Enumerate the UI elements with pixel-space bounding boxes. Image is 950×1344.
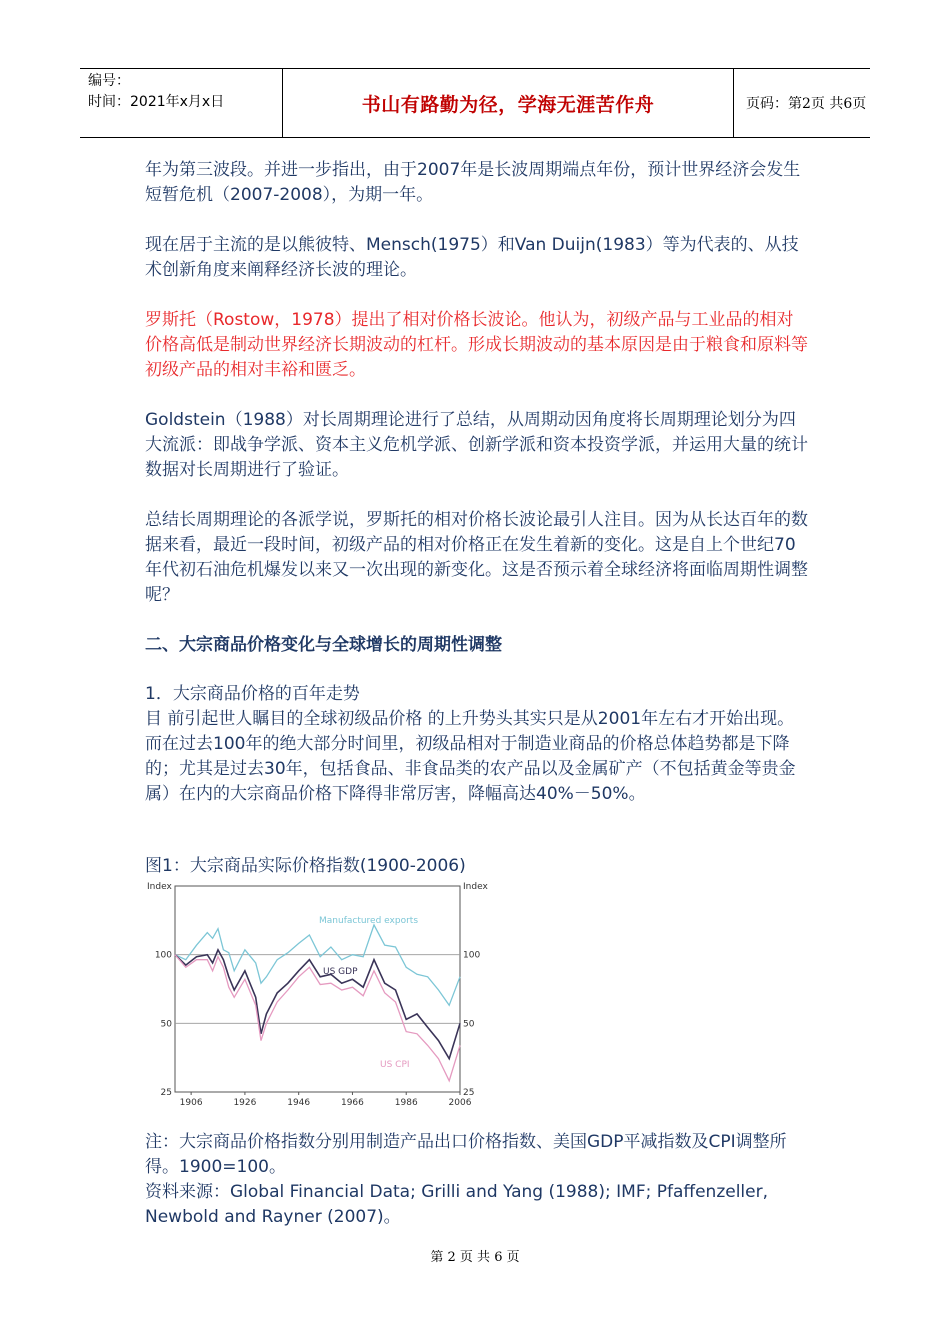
commodity-price-chart	[145, 878, 490, 1113]
header-page-code: 页码：第2页 共6页	[746, 96, 867, 112]
paragraph-2: 现在居于主流的是以熊彼特、Mensch(1975）和Van Duijn(1983）等为代表的、从技术创新角度来阐释经济长波的理论。	[145, 235, 799, 280]
number-label: 编号：	[88, 73, 130, 89]
paragraph-4: Goldstein（1988）对长周期理论进行了总结，从周期动因角度将长周期理论划分为四大流派：即战争学派、资本主义危机学派、创新学派和资本投资学派，并运用大量的统计数据对长周期进行了验证。	[145, 410, 808, 480]
paragraph-3-highlight: 罗斯托（Rostow，1978）提出了相对价格长波论。他认为，初级产品与工业品的相对价格高低是制动世界经济长期波动的杠杆。形成长期波动的基本原因是由于粮食和原料等初级产品的相对丰裕和匮乏。	[145, 310, 808, 380]
legend-us-cpi: US CPI	[380, 1060, 410, 1070]
paragraph-6: 目 前引起世人瞩目的全球初级品价格 的上升势头其实只是从2001年左右才开始出现。而在过去100年的绝大部分时间里，初级品相对于制造业商品的价格总体趋势都是下降的；尤其是过去30年，包括食品、非食品类的农产品以及金属矿产（不包括黄金等贵金属）在内的大宗商品价格下降得非常厉害，降幅高达40%－50%。	[145, 709, 796, 804]
figure-caption: 图1：大宗商品实际价格指数(1900-2006)	[145, 856, 466, 876]
x-tick-label: 1966	[340, 1098, 364, 1108]
y-tick-label-left: 25	[160, 1088, 172, 1098]
page-footer: 第 2 页 共 6 页	[430, 1250, 520, 1265]
x-tick-label: 2006	[448, 1098, 472, 1108]
x-tick-label: 1926	[233, 1098, 257, 1108]
header-info	[80, 69, 283, 137]
figure-source: 资料来源：Global Financial Data; Grilli and Yang (1988); IMF; Pfaffenzeller, Newbold and Rayner (2007)。	[145, 1182, 769, 1227]
time-label: 时间：2021年x月x日	[88, 94, 225, 110]
sub-heading: 1．大宗商品价格的百年走势	[145, 684, 360, 704]
y-tick-label-right: 25	[463, 1088, 475, 1098]
legend-us-gdp: US GDP	[323, 967, 358, 977]
y-tick-label-right: 50	[463, 1019, 475, 1030]
x-tick-label: 1986	[394, 1098, 418, 1108]
y-tick-label-right: 100	[463, 950, 481, 961]
y-tick-label-left: 100	[154, 950, 172, 961]
section-heading: 二、大宗商品价格变化与全球增长的周期性调整	[145, 635, 502, 655]
figure-note: 注：大宗商品价格指数分别用制造产品出口价格指数、美国GDP平减指数及CPI调整所得。1900=100。	[145, 1132, 787, 1177]
paragraph-5: 总结长周期理论的各派学说，罗斯托的相对价格长波论最引人注目。因为从长达百年的数据来看，最近一段时间，初级产品的相对价格正在发生着新的变化。这是自上个世纪70年代初石油危机爆发以来又一次出现的新变化。这是否预示着全球经济将面临周期性调整呢？	[145, 510, 808, 605]
legend-manufactured: Manufactured exports	[319, 916, 419, 926]
y-axis-label-left: Index	[147, 882, 172, 892]
paragraph-1: 年为第三波段。并进一步指出，由于2007年是长波周期端点年份，预计世界经济会发生短暂危机（2007-2008），为期一年。	[145, 160, 801, 205]
y-tick-label-left: 50	[160, 1019, 172, 1030]
x-tick-label: 1946	[287, 1098, 311, 1108]
y-axis-label-right: Index	[463, 882, 488, 892]
x-tick-label: 1906	[179, 1098, 203, 1108]
header-motto: 书山有路勤为径，学海无涯苦作舟	[283, 69, 734, 137]
page-header	[80, 68, 870, 138]
